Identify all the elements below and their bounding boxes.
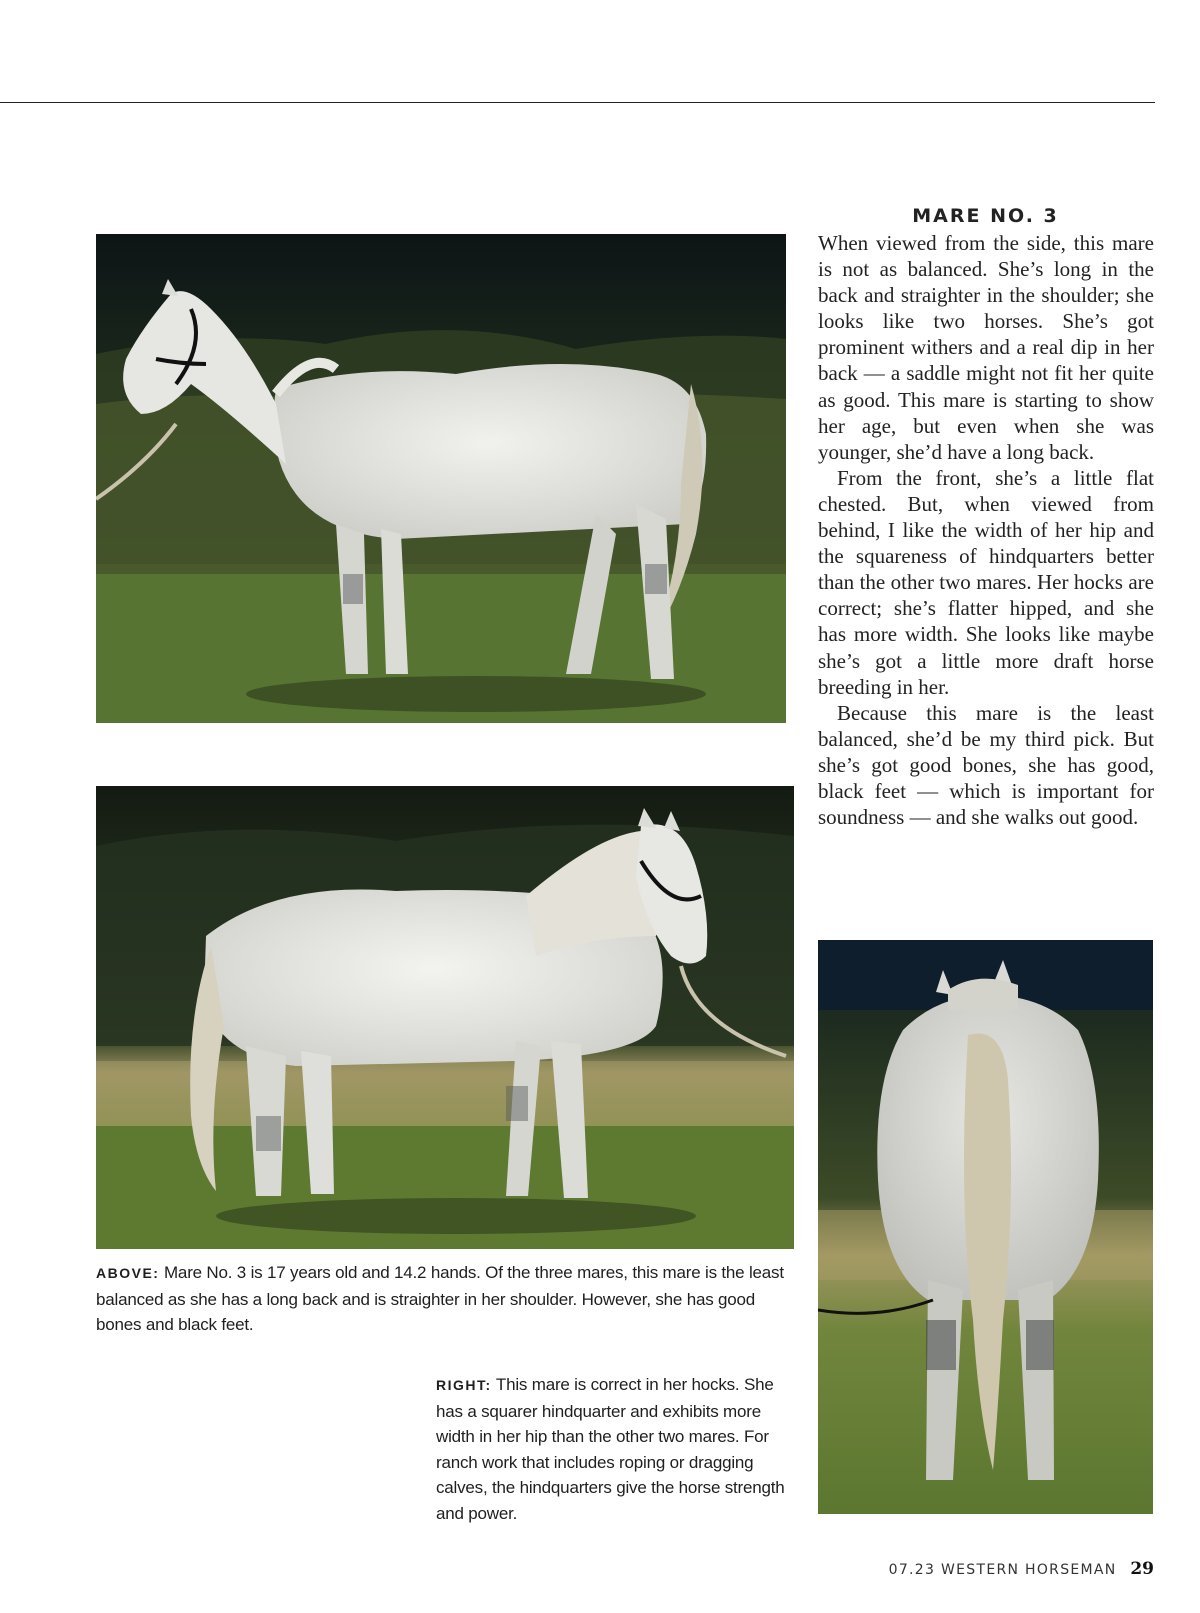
article-body [818,230,1154,830]
caption-right-lead: RIGHT: [436,1377,492,1393]
page-folio [889,1559,1154,1579]
caption-right [436,1372,796,1526]
page-number: 29 [1130,1559,1154,1579]
body-paragraph: When viewed from the side, this mare is not as balanced. She’s long in the back and straighter in the shoulder; she looks like two horses. She’s got prominent withers and a real dip in her back — a saddle might not fit her quite as good. This mare is starting to show her age, but even when she was younger, she’d have a long back. [818,231,1154,464]
body-paragraph: From the front, she’s a little flat chested. But, when viewed from behind, I like the width of her hip and the squareness of hindquarters better than the other two mares. Her hocks are correct; she’s flatter hipped, and she has more width. She looks like maybe she’s got a little more draft horse breeding in her. [818,465,1154,699]
caption-right-text: This mare is correct in her hocks. She has a squarer hindquarter and exhibits more width in her hip than the other two mares. For ranch work that includes roping or dragging calves, the hindquarters give the horse strength and power. [436,1375,785,1523]
body-paragraph: Because this mare is the least balanced, she’d be my third pick. But she’s got good bones, she has good, black feet — which is important for soundness — and she walks out good. [818,700,1154,830]
issue-date: 07.23 [888,1562,936,1578]
photo-mare-rear-view [818,940,1153,1514]
caption-above [96,1260,796,1338]
magazine-name: WESTERN HORSEMAN [941,1562,1117,1578]
article-heading: MARE NO. 3 [912,205,1059,227]
caption-above-text: Mare No. 3 is 17 years old and 14.2 hands. Of the three mares, this mare is the least balanced as she has a long back and is straighter in her shoulder. However, she has good bones and black feet. [96,1263,784,1334]
photo-mare-side-view-right [96,786,794,1249]
caption-above-lead: ABOVE: [96,1265,160,1281]
header-rule [0,102,1155,103]
photo-mare-side-view-left [96,234,786,723]
